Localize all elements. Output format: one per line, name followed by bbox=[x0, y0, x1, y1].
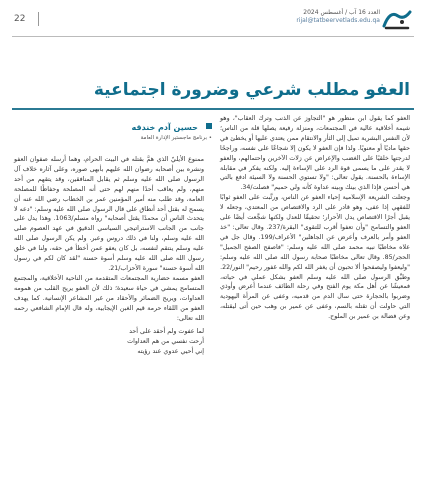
article-column-left bbox=[14, 155, 204, 357]
header-divider bbox=[38, 12, 39, 26]
poem-line: إني أحيي عدوي عند رؤيته bbox=[137, 348, 204, 356]
paragraph: ممنوع الأيليّ الذي همَّ بقتله في البيت الحرام، وهما أرسله صفوان العفو ونشره بين أصحابه رضوان الله عليهم بأبهى صوره، وعلى آثاره خلاف آل الرسول صلى الله عليه وسلم ثم يقابل المنافقين، وقد يتقهم من أحد منهم، ولم يعاقب أحدًا منهم لهم حتى أنه المصلحة وحفاظًا للمصلحة العامة، وقد طلب منه أمير المؤمنين عمر بن الخطاب رضي الله عنه أن يسمح له بقتل أحد أنطاق على قال الرسول صلى الله عليه وسلم: "دعه لا يتحدث الناس أن محمدًا يقتل أصحابه" رواه مسلم/1063. وهذا يدل على جانب من الجانب الاستراتيجي السياسي الدقيق في عهد العصوم صلى الله عليه وسلم، ولنا في ذلك دروس وعبر. ولم يكن الرسول صلى الله عليه وسلم ينتقم لنفسه، بل كان يعفو عمن أخطأ في حقه، ولنا في خلق رسول الله صلى الله عليه وسلم أسوة حسنة "لقد كان لكم في رسول الله أسوة حسنة" سورة الأحزاب/21. bbox=[14, 156, 204, 272]
author-bullet-icon bbox=[206, 123, 212, 129]
article-title: العفو مطلب شرعي وضرورة اجتماعية bbox=[93, 80, 410, 100]
author-block bbox=[12, 115, 212, 141]
header-rule bbox=[12, 36, 414, 37]
poem-line: لما عفوت ولم أحقد على أحد bbox=[129, 328, 204, 336]
paragraph: وجعلت الشريعة الإسلامية إحياء العفو عن الناس، ورتَّبت على العفو ثوابًا للفقهي إذا عفى، وهو قادر على الرد والاقتصاص من المعتدي، وجعله لا يقبل أجرًا الاقتصاص يدل الأحرار؛ تحقيقًا للعدل ولكنها شجَّعت أيضًا على العفو والتسامح "وأن تعفوا أقرب للتقوى" البقرة/237. وقال تعالى: "خذ العفو وأمر بالعرف وأعرض عن الجاهلين" الأعراف/199. وقال جل في علاه مخاطبًا نبيه محمد صلى الله عليه وسلم: "فاصفح الصفح الجميل" الحجر/85. وقال تعالى مخاطبًا صحابة رسول الله صلى الله عليه وسلم: "وليعفوا وليصفحوا ألا تحبون أن يغفر الله لكم والله غفور رحيم" النور/22. bbox=[220, 194, 410, 271]
author-name: حسين آدم خندقه bbox=[131, 123, 198, 132]
author-role: • برنامج ماجستير الإدارة العامة bbox=[140, 135, 212, 141]
issue-info bbox=[245, 9, 380, 25]
poem-verses bbox=[14, 327, 204, 357]
title-underline bbox=[12, 108, 414, 110]
poem-line: أرحت نفسي من هم العداوات bbox=[127, 338, 204, 346]
issue-line: العدد 16 آب / أغسطس 2024 bbox=[303, 9, 380, 16]
paragraph: وطبَّق الرسول صلى الله عليه وسلم العفو بشكل عملي في حياته، فمعيشًا عن أهل مكة يوم الفتح وفي رحلة الطائف عندما أعرض وأوذي وضربوا بالحجارة حتى سال الدم من قدميه، وعفى عن المرأة اليهودية التي حاولت أن تقتله بالسم، وعفى عن عمير بن وهب حين أتى ليقتله، وعن فضالة بن عمير بن الملوح. bbox=[220, 273, 410, 321]
paragraph: العفو مسمة حضارية المجتمعات المتقدمة من الناحية الأخلاقية، والمجتمع المتسامح يمشي في حياة سعيدة؛ ذلك لأن العفو يريح القلب من همومه العداوات، ويريح الضمائر والأحقاد من غير المشاعر الإنسانية. كما يهدف العفو من اللقاء حرمة قيم الغبن الإيجابية، وله قال الإمام الشافعي رحمه الله تعالى: bbox=[14, 274, 204, 322]
paragraph: العفو كما يقول ابن منظور هو "التجاوز عن الذنب وترك العقاب"، وهو شيمة أخلاقية عالية في المجتمعات، ومنزلة رفيعة يصلها قلة من الناس؛ لأن النفس البشرية تميل إلى الثأر والانتقام ممن يعتدي عليها أو يخطئ في حقها ماديًا أو معنويًا. ولذا فإن العفو لا يكون إلا شجاعًا على نفسه، وراجحًا لدرجتها خلقيًا على الغضب والإعراض عن زلات الآخرين واحتمالهم، والعفو لا يقدر على ما يسمى قوة الرد على الإساءة إليه. ولكنه يفكر في مقابلة الإساءة بالحسنة. يقول تعالى: "ولا تستوي الحسنة ولا السيئة ادفع بالتي هي أحسن فإذا الذي بينك وبينه عداوة كأنه ولي حميم" فصلت/34. bbox=[220, 115, 410, 192]
page-number: 22 bbox=[14, 14, 26, 24]
issue-email[interactable]: rijal@tatbeervetlads.edu.qa bbox=[296, 17, 380, 24]
article-column-right bbox=[220, 114, 410, 322]
magazine-logo bbox=[380, 6, 414, 32]
